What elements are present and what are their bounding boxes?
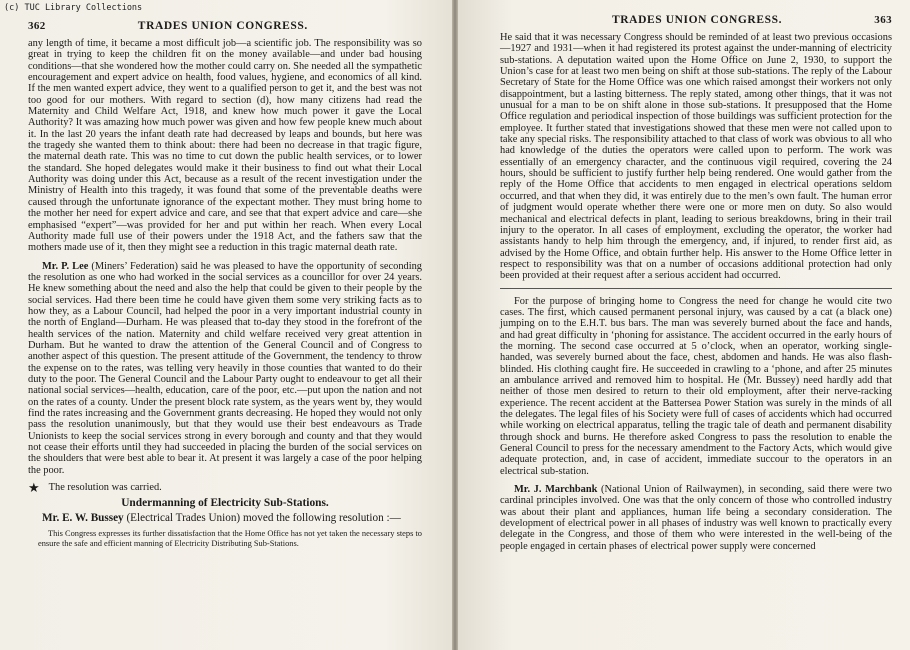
left-header-title: TRADES UNION CONGRESS.: [137, 20, 308, 32]
mover-paragraph: [28, 512, 422, 524]
mover-text: (Electrical Trades Union) moved the following resolution :—: [123, 512, 401, 525]
lee-speech-text: (Miners’ Federation) said he was pleased to have the opportunity of seconding the resolution as one who had worked in the social services as a councillor for over 24 years. He knew something about the need and also the help that could be given to their people by the social services. Had there been time he could have given them some very striking facts as to how they, as a Labour Council, had helped the poor in a very important industrial county in the north of England—Durham. He was pleased that to-day they stood in the forefront of the health services of the nation. Maternity and child welfare received very great attention in Durham. But he wanted to draw the attention of the General Council and of Congress to another aspect of this question. The present attitude of the Government, the tendency to throw the expense on to the rates, was telling very heavily in those counties that wanted to do their duty to the poor. The General Council and the Labour Party ought to endeavour to get all their national social services—health, education, care of the poor, etc.—put upon the nation and not on the rates of a county. Under the present block rate system, as the years went by, they would find the rates increasing and the Government grants decreasing. He hoped they would not only pass the resolution unanimously, but that they would use their best endeavours as Trade Unionists to keep the social services strong in every borough and county and that they would not cease their efforts until they had succeeded in placing the burden of the social services on the shoulders that were best able to bear it. At present it was largely a case of the poor helping the poor.: [28, 260, 422, 476]
left-page-number: 362: [28, 20, 46, 32]
right-page-number: 363: [874, 14, 892, 26]
right-paragraph-1: He said that it was necessary Congress should be reminded of at least two previous occasions—1927 and 1931—when it had registered its protest against the under-manning of electricity sub-stations. A deputation waited upon the Home Office on June 2, 1930, to support the Union’s case for at least two men being on shift at those sub-stations. The reply of the Labour Secretary of State for the Home Office was one which raised amongst their workers not only disappointment, but a lasting bitterness. The reply stated, among other things, that it was not unusual for a man to be on shift alone in those sub-stations. It presupposed that the Home Office regulation and periodical inspection of those buildings was sufficient protection for the employee. It further stated that investigations showed that these men were not called upon to take any special risks. The responsibility attached to that class of work was obvious to all who had knowledge of the duties the operators were called upon to perform. The work was essentially of an emergency character, and the continuous vigil required, covering the 24 hours, should be sufficient to justify further help being rendered. One would gather from the reply of the Home Office that accidents to men engaged in electrical operations seldom occurred, and that when they did, it was entirely due to the men’s own fault. The human error of judgment would operate whether there were one or more men on duty. So also would mechanical and electrical defects in plant, leading to serious breakdowns, bring in their trail injury to the operator. In all cases of employment, excluding the operator, the worker had assistants handy to help him through the emergency, and, if injured, to render first aid, as advised by the Home Office, and obtain further help. His answer to the Home Office letter in respect to responsibility was that on a number of occasions additional protection had only been provided at their request after a serious accident had occurred.: [500, 32, 892, 282]
speaker-name-lee: Mr. P. Lee: [42, 260, 89, 272]
left-running-head: [28, 20, 422, 32]
marchbank-speech-text: (National Union of Railwaymen), in seconding, said there were two cardinal principles involved. One was that the only concern of those who controlled industry was about their plant and appliances, human life being a secondary consideration. The development of electrical power in all phases of industry was well known to practically every delegate in the Congress, and those of them who were interested in the well-being of the people engaged in certain phases of electrical power supply were concerned: [500, 484, 892, 552]
speaker-name-marchbank: Mr. J. Marchbank: [514, 484, 598, 496]
right-header-title: TRADES UNION CONGRESS.: [612, 14, 783, 26]
carried-text: The resolution was carried.: [48, 482, 162, 494]
star-icon: ★: [28, 479, 40, 495]
right-running-head: [500, 14, 892, 26]
section-heading: Undermanning of Electricity Sub-Stations.: [121, 497, 329, 510]
resolution-carried: [28, 479, 422, 495]
resolution-text: This Congress expresses its further dissatisfaction that the Home Office has not yet taken the necessary steps to ensure the safe and efficient manning of Electricity Distributing Sub-Stations.: [38, 529, 422, 548]
right-paragraph-marchbank: [500, 484, 892, 552]
speaker-name-bussey: Mr. E. W. Bussey: [42, 512, 124, 525]
section-divider: [500, 288, 892, 289]
copyright-watermark: (c) TUC Library Collections: [4, 3, 143, 13]
right-page: [458, 0, 910, 650]
left-paragraph-lee: [28, 261, 422, 477]
right-paragraph-2: For the purpose of bringing home to Congress the need for change he would cite two cases. The first, which caused permanent personal injury, was caused by a cat (a black one) jumping on to the E.H.T. bus bars. The man was severely burned about the face and hands, and had great difficulty in ‘phoning for assistance. The accident occurred in the early hours of the morning. The second case occurred at 5 o’clock, when an operator, working single-handed, was severely burned about the face, chest, abdomen and hands. He was also flash-blinded. His clothing caught fire. He succeeded in crawling to a ‘phone, and after 25 minutes an ambulance arrived and removed him to hospital. He (Mr. Bussey) need hardly add that neither of those men desired to return to their old employment, after their nerve-racking experience. The recent accident at the Battersea Power Station was surely in the minds of all the delegates. The legal files of his Society were full of cases of accidents which had occurred while working on electrical apparatus, telling the tragic tale of death and permanent disability through shock and burns. He therefore asked Congress to pass the resolution to enable the General Council to press for the necessary amendment to the Factory Acts, which would give adequate protection, and, in case of accident, immediate succour to the operators in an electrical sub-station.: [500, 295, 892, 477]
left-paragraph-1: any length of time, it became a most difficult job—a scientific job. The responsibility was so great in trying to keep the children fit on the money available—and under bad housing conditions—that she wondered how the mother could carry on. She needed all the sympathetic encouragement and expert advice on health, food values, hygiene, and economics of all kind. If the men wanted expert advice, they went to a qualified person to get it, and the best was not too good for our mothers. With regard to section (d), how many citizens had read the Maternity and Child Welfare Act, 1918, and knew how much power it gave the Local Authority? It was amazing how much power was given and how few people knew much about it. In the last 20 years the infant death rate had decreased by leaps and bounds, but here was the tragedy she wanted them to think about: there had been no decrease in that tragic figure, the maternal death rate. This was no time to cut down the public health services, or to lower the standard. She hoped delegates would make it their business to find out what their Local Authority was doing under this Act, because as a result of the recent investigation under the Ministry of Health into this tragedy, it was found that some of the preventable deaths were caused through the unfortunate ignorance of the expectant mother. They must bring home to the mother her need for expert advice and care, and see that that expert advice and care—she emphasised “expert”—was provided for her and put within her reach. When every Local Authority made full use of their powers under the 1918 Act, and the fathers saw that the mothers made use of it, then they might see a reduction in this tragic maternal death rate.: [28, 38, 422, 254]
left-page: [0, 0, 452, 650]
